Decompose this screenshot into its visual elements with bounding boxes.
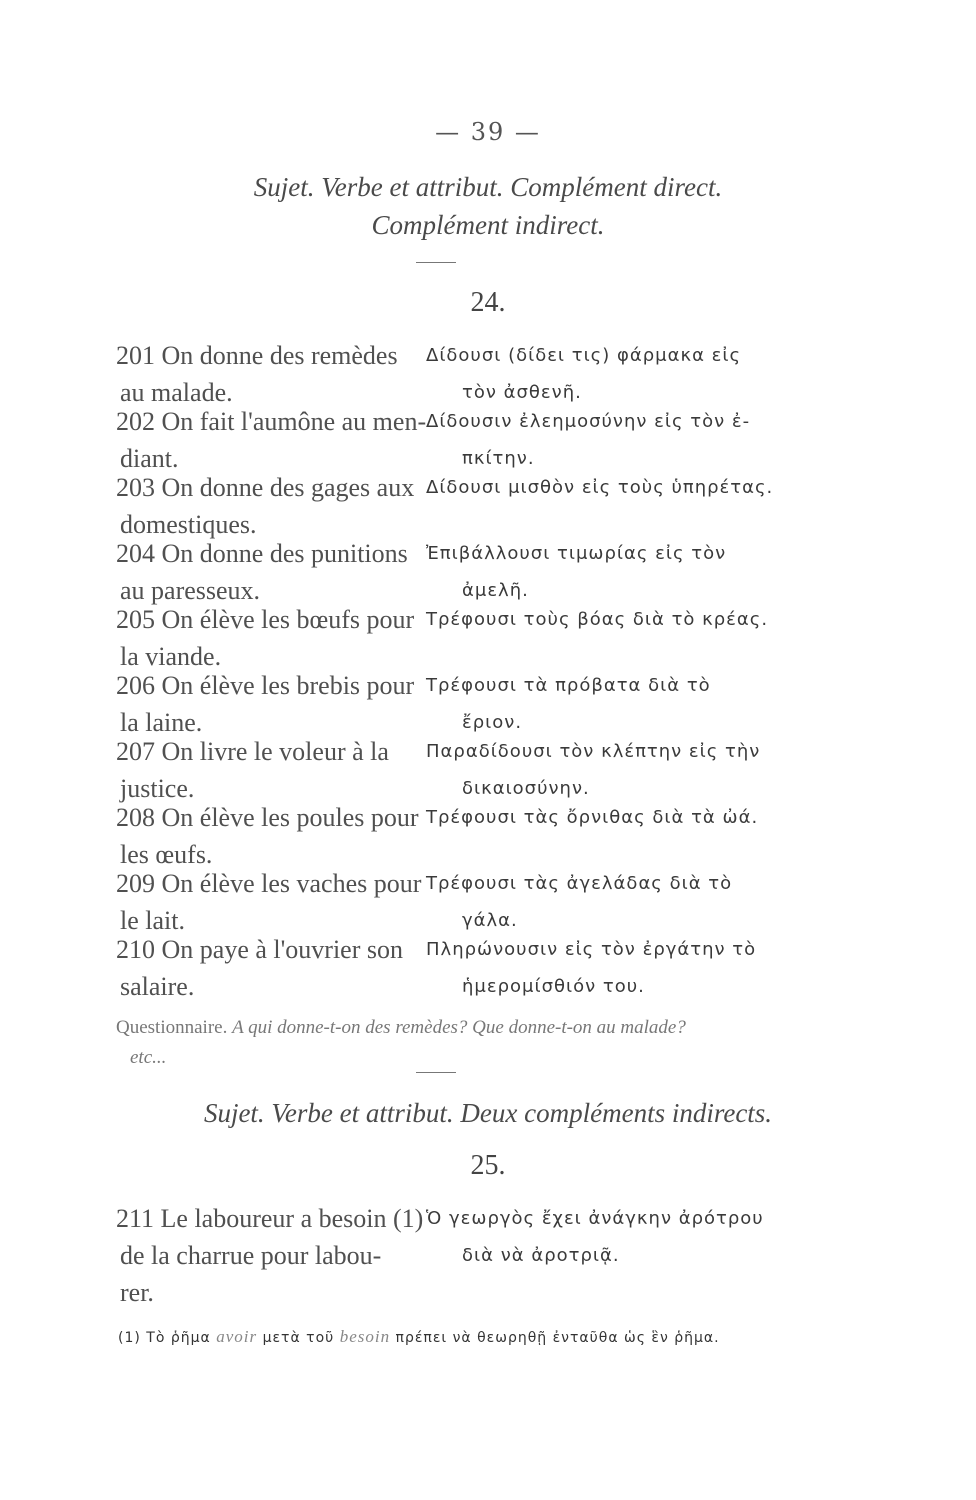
footnote — [118, 1327, 838, 1347]
french-line: salaire. — [120, 972, 195, 1001]
greek-line: Ἐπιβάλλουσι τιμωρίας εἰς τὸν — [426, 543, 727, 564]
greek-line: πκίτην. — [462, 448, 535, 469]
greek-line: Πληρώνουσιν εἰς τὸν ἐργάτην τὸ — [426, 939, 757, 960]
section-number: 24. — [470, 287, 506, 318]
greek-text — [426, 931, 786, 1005]
exercise-entry — [116, 733, 786, 807]
french-line: 205 On élève les bœufs pour — [116, 605, 415, 634]
questionnaire — [116, 1013, 796, 1073]
french-line: les œufs. — [120, 840, 213, 869]
greek-text — [426, 535, 786, 609]
french-text — [116, 469, 422, 543]
french-text — [116, 1200, 422, 1311]
exercise-entry — [116, 865, 786, 939]
exercise-entry — [116, 337, 786, 411]
greek-line: Δίδουσι (δίδει τις) φάρμακα εἰς — [426, 345, 742, 366]
french-line: justice. — [120, 774, 195, 803]
footnote-part1: Τὸ ῥῆμα — [146, 1330, 211, 1346]
french-text — [116, 337, 422, 411]
greek-text — [426, 1200, 786, 1274]
greek-text — [426, 667, 786, 741]
exercise-entry — [116, 535, 786, 609]
french-line: 204 On donne des punitions — [116, 539, 408, 568]
greek-line: δικαιοσύνην. — [462, 778, 590, 799]
greek-line: Δίδουσι μισθὸν εἰς τοὺς ὑπηρέτας. — [426, 477, 774, 498]
greek-line: γάλα. — [462, 910, 518, 931]
french-line: le lait. — [120, 906, 185, 935]
french-line: diant. — [120, 444, 179, 473]
greek-text — [426, 799, 786, 873]
french-line: au paresseux. — [120, 576, 261, 605]
greek-text — [426, 337, 786, 411]
footnote-part3: πρέπει νὰ θεωρηθῇ ἐνταῦθα ὡς ἓν ῥῆμα. — [395, 1330, 720, 1346]
section-heading-line1: Sujet. Verbe et attribut. Complément direct. — [253, 172, 723, 202]
greek-text — [426, 469, 786, 543]
french-text — [116, 535, 422, 609]
french-line: 207 On livre le voleur à la — [116, 737, 389, 766]
exercise-entry — [116, 931, 786, 1005]
questionnaire-label: Questionnaire. — [116, 1017, 228, 1038]
greek-line: Τρέφουσι τὰς ὄρνιθας διὰ τὰ ὠά. — [426, 807, 759, 828]
french-text — [116, 733, 422, 807]
section2-heading: Sujet. Verbe et attribut. Deux compléments indirects. — [203, 1098, 773, 1128]
french-line: domestiques. — [120, 510, 257, 539]
greek-line: Τρέφουσι τοὺς βόας διὰ τὸ κρέας. — [426, 609, 769, 630]
greek-line: Τρέφουσι τὰ πρόβατα διὰ τὸ — [426, 675, 711, 696]
greek-line: διὰ νὰ ἀροτριᾷ. — [462, 1245, 620, 1266]
section2-number: 25. — [470, 1150, 506, 1181]
footnote-word: besoin — [339, 1327, 391, 1346]
section-heading-line2: Complément indirect. — [371, 210, 605, 240]
greek-line: Δίδουσιν ἐλεημοσύνην εἰς τὸν ἐ- — [426, 411, 751, 432]
greek-line: ἀμελῆ. — [462, 580, 529, 601]
french-text — [116, 799, 422, 873]
questionnaire-text: A qui donne-t-on des remèdes? Que donne-t-on au malade? — [232, 1017, 686, 1038]
french-line: de la charrue pour labou- — [120, 1241, 382, 1270]
french-line: 201 On donne des remèdes — [116, 341, 398, 370]
french-line: 211 Le laboureur a besoin (1) — [116, 1204, 424, 1233]
french-text — [116, 667, 422, 741]
greek-text — [426, 733, 786, 807]
footnote-italic: avoir — [216, 1327, 258, 1346]
greek-line: Παραδίδουσι τὸν κλέπτην εἰς τὴν — [426, 741, 761, 762]
greek-line: ἔριον. — [462, 712, 523, 733]
greek-text — [426, 865, 786, 939]
greek-line: Τρέφουσι τὰς ἀγελάδας διὰ τὸ — [426, 873, 733, 894]
french-text — [116, 403, 427, 477]
page-number: — 39 — — [435, 118, 541, 146]
french-line: au malade. — [120, 378, 233, 407]
french-line: la viande. — [120, 642, 222, 671]
french-line: 210 On paye à l'ouvrier son — [116, 935, 404, 964]
french-line: 208 On élève les poules pour — [116, 803, 419, 832]
french-text — [116, 601, 422, 675]
exercise-entry — [116, 799, 786, 873]
greek-line: ἡμερομίσθιόν του. — [462, 976, 645, 997]
greek-line: τὸν ἀσθενῆ. — [462, 382, 582, 403]
exercise-entry-211 — [116, 1200, 786, 1311]
french-line: rer. — [120, 1278, 154, 1307]
french-text — [116, 865, 422, 939]
french-line: la laine. — [120, 708, 203, 737]
divider — [416, 1072, 456, 1073]
footnote-marker: (1) — [118, 1330, 141, 1346]
greek-text — [426, 601, 786, 675]
greek-line: Ὁ γεωργὸς ἔχει ἀνάγκην ἀρότρου — [426, 1208, 764, 1229]
exercise-entry — [116, 469, 786, 543]
french-text — [116, 931, 422, 1005]
french-line: 202 On fait l'aumône au men- — [116, 407, 427, 436]
exercise-entry — [116, 601, 786, 675]
divider — [416, 262, 456, 263]
footnote-part2: μετὰ τοῦ — [262, 1330, 335, 1346]
exercise-entry — [116, 403, 786, 477]
french-line: 206 On élève les brebis pour — [116, 671, 415, 700]
exercise-entry — [116, 667, 786, 741]
french-line: 209 On élève les vaches pour — [116, 869, 422, 898]
questionnaire-etc: etc... — [130, 1047, 167, 1068]
greek-text — [426, 403, 786, 477]
french-line: 203 On donne des gages aux — [116, 473, 415, 502]
